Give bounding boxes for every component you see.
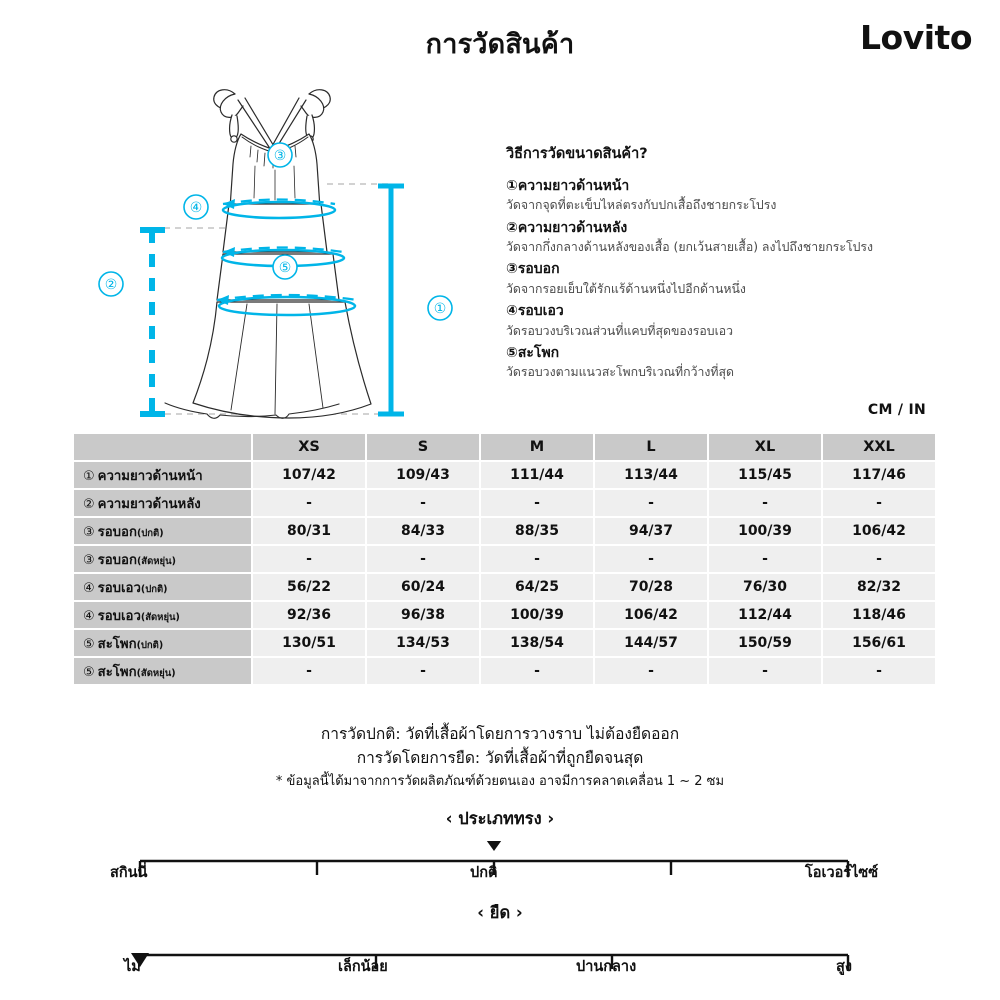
instruction-name-2: ความยาวด้านหลัง bbox=[517, 219, 628, 236]
instruction-num-5: ⑤ bbox=[506, 344, 518, 361]
row-name-3: รอบอก bbox=[97, 524, 137, 540]
cell-r5-c6: 82/32 bbox=[823, 574, 935, 600]
brand-logo: Lovito bbox=[860, 18, 972, 57]
cell-r1-c3: 111/44 bbox=[481, 462, 593, 488]
cell-r2-c4: - bbox=[595, 490, 707, 516]
cell-r4-c1: - bbox=[253, 546, 365, 572]
row-qualifier-5: (ปกติ) bbox=[140, 583, 168, 595]
row-label-1 bbox=[74, 462, 251, 488]
stretch-scale-graphic bbox=[0, 935, 1000, 987]
row-number-5: ④ bbox=[83, 580, 95, 596]
row-number-1: ① bbox=[83, 468, 95, 484]
table-row bbox=[74, 490, 935, 516]
cell-r8-c3: - bbox=[481, 658, 593, 684]
row-qualifier-7: (ปกติ) bbox=[136, 639, 164, 651]
row-label-5 bbox=[74, 574, 251, 600]
instruction-item-5 bbox=[506, 343, 946, 382]
cell-r3-c3: 88/35 bbox=[481, 518, 593, 544]
instruction-desc-4: วัดรอบวงบริเวณส่วนที่แคบที่สุดของรอบเอว bbox=[506, 323, 734, 338]
instruction-title-1 bbox=[506, 176, 946, 196]
row-label-4 bbox=[74, 546, 251, 572]
column-header-xxl: XXL bbox=[823, 434, 935, 460]
cell-r3-c5: 100/39 bbox=[709, 518, 821, 544]
stretch-scale-labels bbox=[0, 955, 1000, 981]
footnote-line-1: การวัดปกติ: วัดที่เสื้อผ้าโดยการวางราบ ไม่ต้องยืดออก bbox=[320, 725, 680, 743]
stretch-label-none: ไม่ bbox=[124, 959, 141, 975]
table-row bbox=[74, 602, 935, 628]
row-qualifier-6: (สัดหยุ่น) bbox=[140, 611, 180, 623]
cell-r5-c1: 56/22 bbox=[253, 574, 365, 600]
fit-type-scale-graphic bbox=[0, 841, 1000, 893]
instruction-name-4: รอบเอว bbox=[517, 303, 564, 320]
cell-r8-c1: - bbox=[253, 658, 365, 684]
column-header-s: S bbox=[367, 434, 479, 460]
instruction-item-3 bbox=[506, 259, 946, 298]
table-row bbox=[74, 546, 935, 572]
row-number-8: ⑤ bbox=[83, 664, 95, 680]
cell-r7-c2: 134/53 bbox=[367, 630, 479, 656]
table-header bbox=[74, 434, 935, 460]
row-name-7: สะโพก bbox=[97, 636, 137, 652]
callout-4: ④ bbox=[189, 200, 203, 216]
instruction-title-3 bbox=[506, 259, 946, 279]
cell-r1-c5: 115/45 bbox=[709, 462, 821, 488]
cell-r1-c2: 109/43 bbox=[367, 462, 479, 488]
page-title: การวัดสินค้า bbox=[425, 29, 575, 60]
cell-r6-c2: 96/38 bbox=[367, 602, 479, 628]
instruction-num-3: ③ bbox=[506, 261, 518, 278]
cell-r2-c2: - bbox=[367, 490, 479, 516]
size-chart-table bbox=[72, 432, 937, 686]
row-qualifier-8: (สัดหยุ่น) bbox=[136, 667, 176, 679]
cell-r2-c1: - bbox=[253, 490, 365, 516]
fit-type-label-regular: ปกติ bbox=[470, 865, 498, 881]
instruction-name-5: สะโพก bbox=[517, 344, 560, 361]
cell-r3-c6: 106/42 bbox=[823, 518, 935, 544]
row-label-7 bbox=[74, 630, 251, 656]
fit-type-scale-title: ‹ ประเภททรง › bbox=[445, 809, 555, 828]
cell-r4-c2: - bbox=[367, 546, 479, 572]
fit-type-scale bbox=[0, 806, 1000, 893]
stretch-scale bbox=[0, 900, 1000, 987]
footnote-line-3: * ข้อมูลนี้ได้มาจากการวัดผลิตภัณฑ์ด้วยตนเอง อาจมีการคลาดเคลื่อน 1 ~ 2 ซม bbox=[275, 774, 725, 790]
row-label-8 bbox=[74, 658, 251, 684]
callout-2: ② bbox=[104, 277, 118, 293]
row-name-4: รอบอก bbox=[97, 552, 137, 568]
cell-r5-c2: 60/24 bbox=[367, 574, 479, 600]
cell-r5-c4: 70/28 bbox=[595, 574, 707, 600]
cell-r3-c1: 80/31 bbox=[253, 518, 365, 544]
callout-3: ③ bbox=[273, 148, 287, 164]
stretch-label-medium: ปานกลาง bbox=[576, 959, 637, 975]
cell-r4-c5: - bbox=[709, 546, 821, 572]
column-header-l: L bbox=[595, 434, 707, 460]
cell-r2-c5: - bbox=[709, 490, 821, 516]
instruction-num-2: ② bbox=[506, 219, 518, 236]
table-corner-cell bbox=[74, 434, 251, 460]
cell-r6-c3: 100/39 bbox=[481, 602, 593, 628]
measurement-footnotes bbox=[0, 723, 1000, 793]
row-qualifier-4: (สัดหยุ่น) bbox=[136, 555, 176, 567]
table-row bbox=[74, 462, 935, 488]
cell-r4-c4: - bbox=[595, 546, 707, 572]
cell-r6-c6: 118/46 bbox=[823, 602, 935, 628]
fit-type-label-oversized: โอเวอร์ไซซ์ bbox=[805, 865, 879, 881]
row-label-3 bbox=[74, 518, 251, 544]
cell-r8-c6: - bbox=[823, 658, 935, 684]
dress-illustration-svg bbox=[95, 58, 475, 433]
instruction-name-1: ความยาวด้านหน้า bbox=[517, 178, 630, 194]
row-name-6: รอบเอว bbox=[97, 608, 141, 624]
instruction-item-1 bbox=[506, 176, 946, 215]
cell-r3-c2: 84/33 bbox=[367, 518, 479, 544]
table-body bbox=[74, 462, 935, 684]
cell-r7-c6: 156/61 bbox=[823, 630, 935, 656]
table-row bbox=[74, 630, 935, 656]
row-number-7: ⑤ bbox=[83, 636, 95, 652]
instruction-desc-1: วัดจากจุดที่ตะเข็บไหล่ตรงกับปกเสื้อถึงชายกระโปรง bbox=[506, 198, 777, 213]
instruction-title-2 bbox=[506, 218, 946, 238]
instruction-num-1: ① bbox=[506, 178, 518, 194]
callout-1: ① bbox=[433, 301, 447, 317]
cell-r8-c2: - bbox=[367, 658, 479, 684]
cell-r5-c5: 76/30 bbox=[709, 574, 821, 600]
fit-type-marker-triangle-icon bbox=[484, 841, 504, 851]
row-label-6 bbox=[74, 602, 251, 628]
cell-r6-c4: 106/42 bbox=[595, 602, 707, 628]
instruction-desc-5: วัดรอบวงตามแนวสะโพกบริเวณที่กว้างที่สุด bbox=[506, 365, 734, 380]
unit-label: CM / IN bbox=[867, 402, 926, 418]
cell-r1-c6: 117/46 bbox=[823, 462, 935, 488]
instruction-item-4 bbox=[506, 301, 946, 340]
cell-r8-c4: - bbox=[595, 658, 707, 684]
row-label-2 bbox=[74, 490, 251, 516]
row-number-4: ③ bbox=[83, 552, 95, 568]
measurement-instructions bbox=[506, 142, 946, 385]
cell-r6-c5: 112/44 bbox=[709, 602, 821, 628]
instruction-desc-2: วัดจากกึ่งกลางด้านหลังของเสื้อ (ยกเว้นสายเสื้อ) ลงไปถึงชายกระโปรง bbox=[506, 240, 874, 255]
cell-r4-c3: - bbox=[481, 546, 593, 572]
table-row bbox=[74, 518, 935, 544]
cell-r7-c1: 130/51 bbox=[253, 630, 365, 656]
cell-r2-c3: - bbox=[481, 490, 593, 516]
cell-r1-c1: 107/42 bbox=[253, 462, 365, 488]
row-qualifier-3: (ปกติ) bbox=[136, 527, 164, 539]
cell-r6-c1: 92/36 bbox=[253, 602, 365, 628]
cell-r4-c6: - bbox=[823, 546, 935, 572]
garment-measurement-diagram bbox=[95, 58, 475, 433]
instruction-title-5 bbox=[506, 343, 946, 363]
fit-type-label-skinny: สกินนี่ bbox=[110, 865, 148, 881]
cell-r3-c4: 94/37 bbox=[595, 518, 707, 544]
column-header-xs: XS bbox=[253, 434, 365, 460]
row-name-2: ความยาวด้านหลัง bbox=[97, 496, 201, 512]
row-name-5: รอบเอว bbox=[97, 580, 141, 596]
column-header-m: M bbox=[481, 434, 593, 460]
table-header-row bbox=[74, 434, 935, 460]
cell-r7-c3: 138/54 bbox=[481, 630, 593, 656]
stretch-label-high: สูง bbox=[836, 959, 852, 975]
row-name-8: สะโพก bbox=[97, 664, 137, 680]
callout-5: ⑤ bbox=[278, 260, 292, 276]
stretch-scale-title: ‹ ยืด › bbox=[477, 903, 523, 922]
row-number-6: ④ bbox=[83, 608, 95, 624]
instruction-title-4 bbox=[506, 301, 946, 321]
column-header-xl: XL bbox=[709, 434, 821, 460]
row-number-2: ② bbox=[83, 496, 95, 512]
fit-type-scale-labels bbox=[0, 861, 1000, 887]
instruction-name-3: รอบอก bbox=[517, 261, 560, 278]
table-row bbox=[74, 574, 935, 600]
instructions-heading: วิธีการวัดขนาดสินค้า? bbox=[506, 146, 648, 162]
instruction-desc-3: วัดจากรอยเย็บใต้รักแร้ด้านหนึ่งไปอีกด้านหนึ่ง bbox=[506, 281, 746, 296]
cell-r8-c5: - bbox=[709, 658, 821, 684]
row-name-1: ความยาวด้านหน้า bbox=[97, 468, 203, 484]
cell-r7-c5: 150/59 bbox=[709, 630, 821, 656]
cell-r2-c6: - bbox=[823, 490, 935, 516]
instruction-num-4: ④ bbox=[506, 303, 518, 320]
cell-r5-c3: 64/25 bbox=[481, 574, 593, 600]
footnote-line-2: การวัดโดยการยืด: วัดที่เสื้อผ้าที่ถูกยืดจนสุด bbox=[356, 748, 644, 767]
table-row bbox=[74, 658, 935, 684]
cell-r7-c4: 144/57 bbox=[595, 630, 707, 656]
cell-r1-c4: 113/44 bbox=[595, 462, 707, 488]
instruction-item-2 bbox=[506, 218, 946, 257]
stretch-label-slight: เล็กน้อย bbox=[338, 959, 388, 975]
row-number-3: ③ bbox=[83, 524, 95, 540]
